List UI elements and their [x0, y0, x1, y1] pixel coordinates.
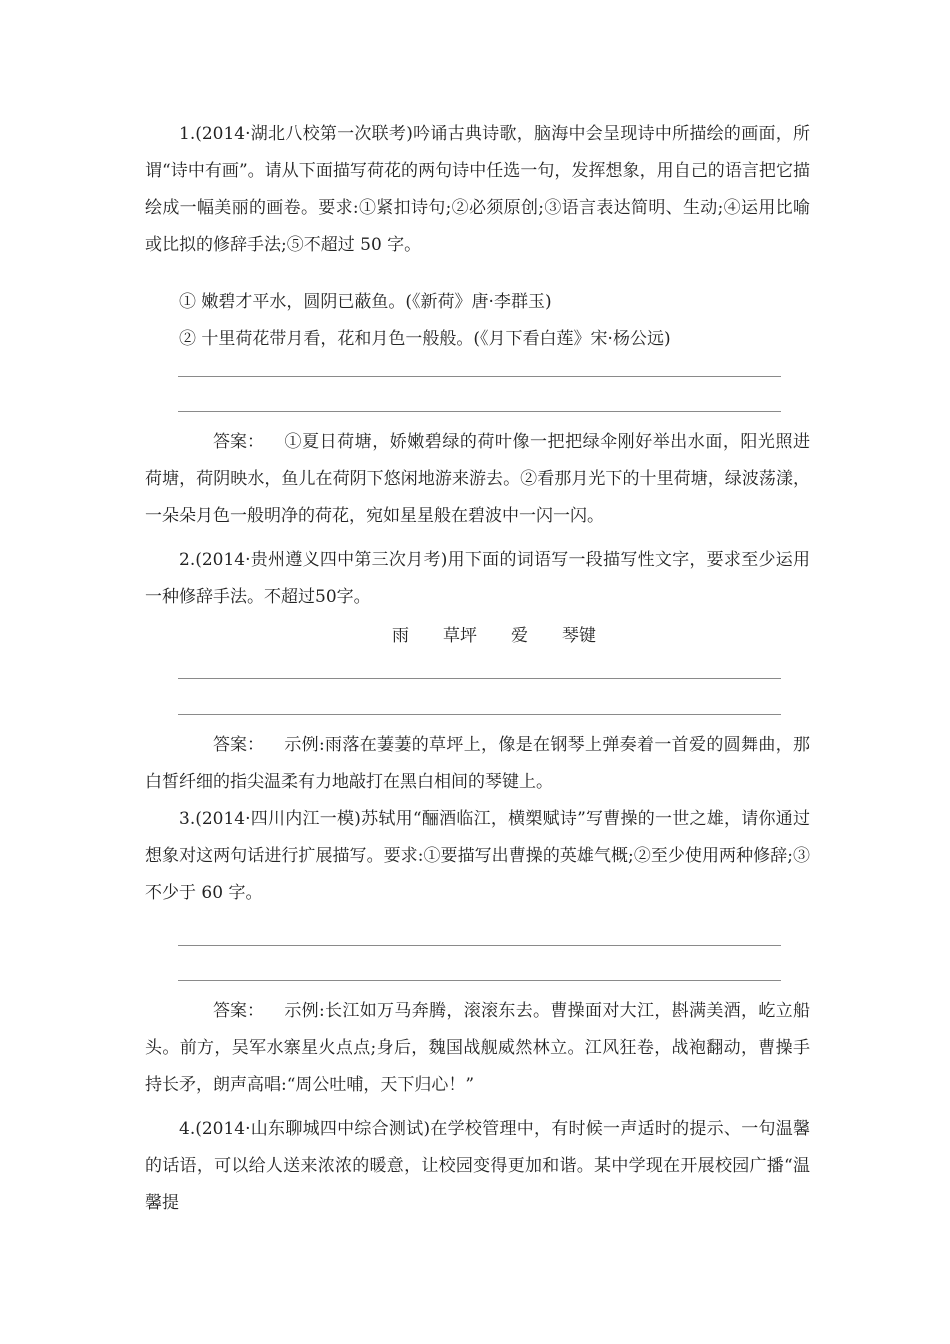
word-item: 琴键	[562, 626, 596, 646]
answer-blank-line	[178, 678, 781, 679]
question-1-option-1: ① 嫩碧才平水，圆阴已蔽鱼。(《新荷》唐·李群玉)	[179, 292, 552, 312]
answer-label: 答案：	[213, 432, 264, 452]
question-1-answer	[145, 424, 810, 535]
question-2-word-list	[392, 618, 596, 655]
word-item: 草坪	[443, 626, 477, 646]
answer-blank-line	[178, 714, 781, 715]
question-1-stem: 1.(2014·湖北八校第一次联考)吟诵古典诗歌，脑海中会呈现诗中所描绘的画面，所谓“诗中有画”。请从下面描写荷花的两句诗中任选一句，发挥想象，用自己的语言把它描绘成一幅美丽的画卷。要求:①紧扣诗句;②必须原创;③语言表达简明、生动;④运用比喻或比拟的修辞手法;⑤不超过 50 字。	[145, 124, 810, 255]
answer-blank-line	[178, 376, 781, 377]
question-4-stem: 4.(2014·山东聊城四中综合测试)在学校管理中，有时候一声适时的提示、一句温馨的话语，可以给人送来浓浓的暖意，让校园变得更加和谐。某中学现在开展校园广播“温馨提	[145, 1119, 810, 1213]
question-3-answer	[145, 993, 810, 1104]
word-item: 爱	[511, 626, 528, 646]
answer-text: 示例:雨落在萋萋的草坪上，像是在钢琴上弹奏着一首爱的圆舞曲，那白皙纤细的指尖温柔有力地敲打在黑白相间的琴键上。	[145, 735, 810, 792]
answer-blank-line	[178, 980, 781, 981]
question-3-stem: 3.(2014·四川内江一模)苏轼用“酾酒临江，横槊赋诗”写曹操的一世之雄，请你通过想象对这两句话进行扩展描写。要求:①要描写出曹操的英雄气概;②至少使用两种修辞;③不少于 60 字。	[145, 809, 810, 903]
word-item: 雨	[392, 626, 409, 646]
answer-blank-line	[178, 945, 781, 946]
answer-label: 答案：	[213, 735, 264, 755]
question-2-answer	[145, 727, 810, 801]
question-1-option-2: ② 十里荷花带月看，花和月色一般般。(《月下看白莲》宋·杨公远)	[179, 329, 671, 349]
answer-text: 示例:长江如万马奔腾，滚滚东去。曹操面对大江，斟满美酒，屹立船头。前方，吴军水寨星火点点;身后，魏国战舰威然林立。江风狂卷，战袍翻动，曹操手持长矛，朗声高唱:“周公吐哺，天下归心！”	[145, 1001, 810, 1095]
answer-blank-line	[178, 411, 781, 412]
answer-text: ①夏日荷塘，娇嫩碧绿的荷叶像一把把绿伞刚好举出水面，阳光照进荷塘，荷阴映水，鱼儿在荷阴下悠闲地游来游去。②看那月光下的十里荷塘，绿波荡漾，一朵朵月色一般明净的荷花，宛如星星般在碧波中一闪一闪。	[145, 432, 810, 526]
answer-label: 答案：	[213, 1001, 264, 1021]
question-2-stem: 2.(2014·贵州遵义四中第三次月考)用下面的词语写一段描写性文字，要求至少运用一种修辞手法。不超过50字。	[145, 550, 810, 607]
